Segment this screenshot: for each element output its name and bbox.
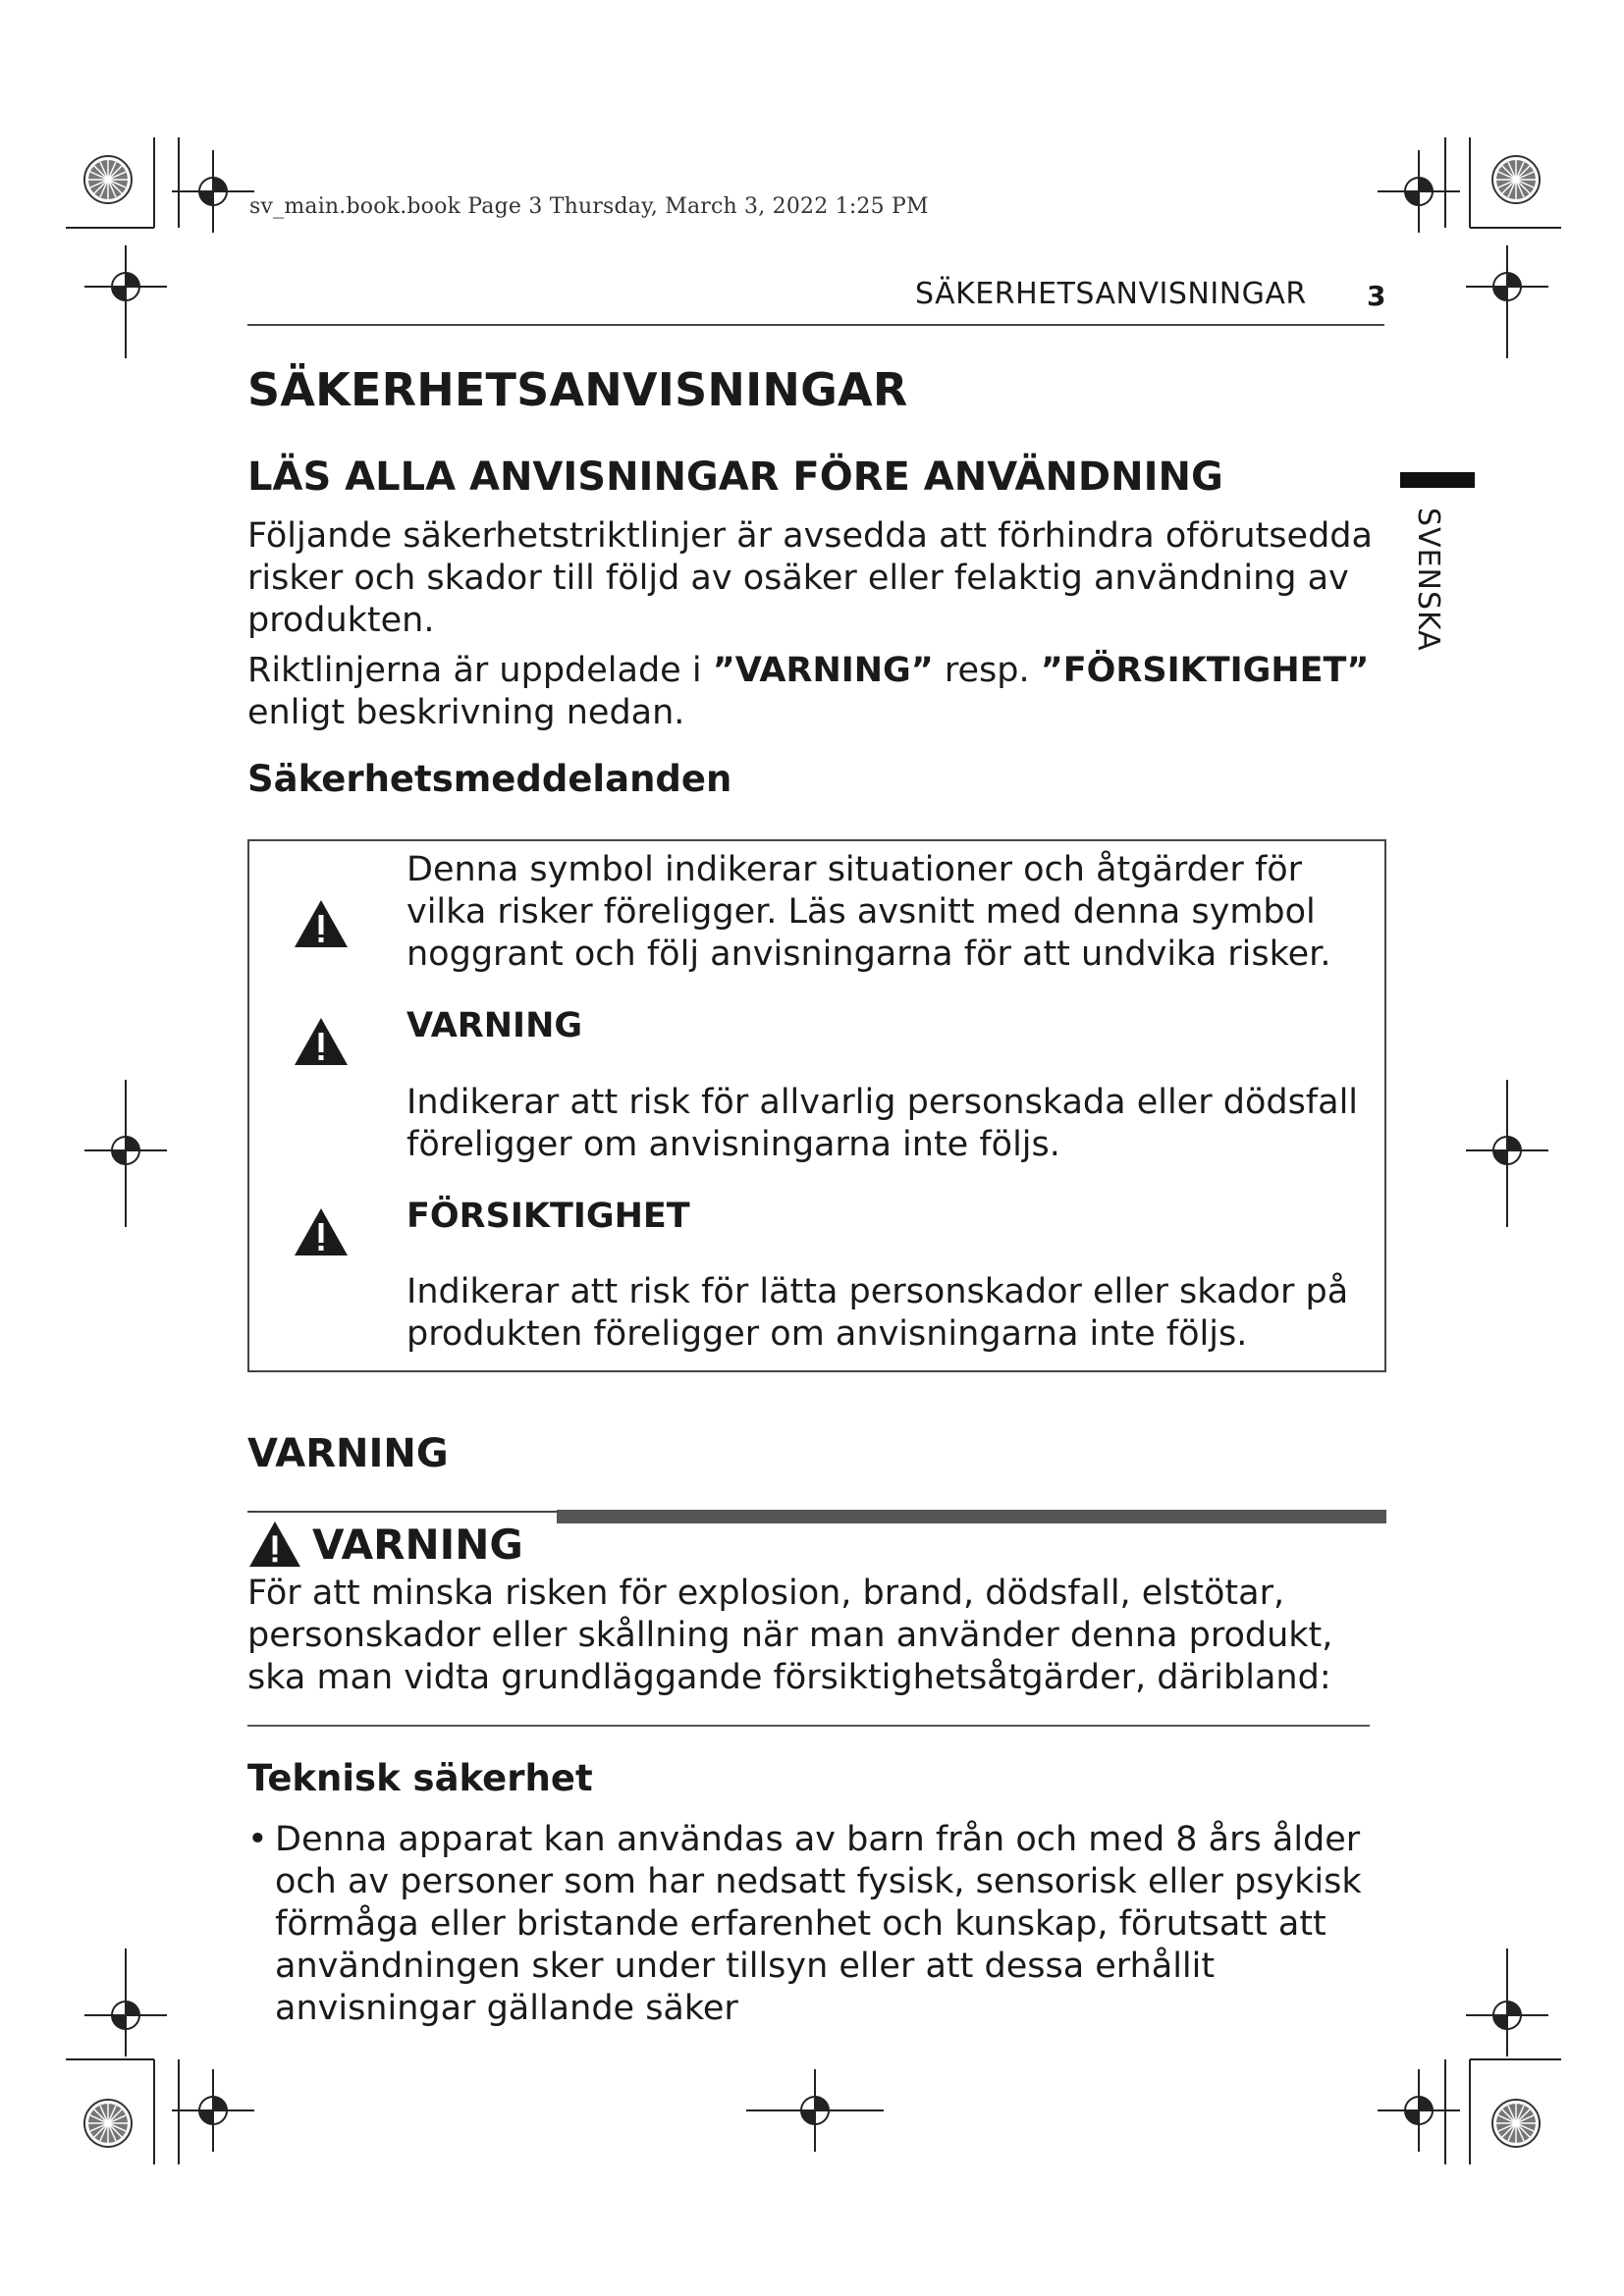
read-all-paragraph: Följande säkerhetstriktlinjer är avsedda att förhindra oförutsedda risker och skador till följd av osäker eller felaktig användning av produkten.	[247, 516, 1373, 640]
varning-callout-text: För att minska risken för explosion, brand, dödsfall, elstötar, personskador eller skållning när man använder denna produkt, ska man vidta grundläggande försiktighetsåtgärder, däribland:	[247, 1574, 1333, 1697]
page-title: SÄKERHETSANVISNINGAR	[247, 363, 908, 416]
print-info-line: sv_main.book.book Page 3 Thursday, March 3, 2022 1:25 PM	[249, 194, 929, 219]
language-tab-label: SVENSKA	[1411, 507, 1445, 652]
technical-safety-heading: Teknisk säkerhet	[247, 1757, 593, 1799]
varning-callout-title-row	[247, 1520, 523, 1569]
warning-triangle-icon	[293, 1016, 350, 1067]
varning-section-heading: VARNING	[247, 1431, 449, 1476]
guidelines-paragraph: Riktlinjerna är uppdelade i ”VARNING” resp. ”FÖRSIKTIGHET” enligt beskrivning nedan.	[247, 651, 1370, 732]
list-item: • Denna apparat kan användas av barn från och med 8 års ålder och av personer som har nedsatt fysisk, sensorisk eller psykisk förmåga eller bristande erfarenhet och kunskap, förutsatt att användningen sker under tillsyn eller att dessa erhållit anvisningar gällande säker	[247, 1819, 1391, 2030]
callout-heavy-bar	[557, 1510, 1386, 1523]
forsiktighet-label: FÖRSIKTIGHET	[406, 1197, 690, 1236]
safety-messages-box	[247, 839, 1386, 1372]
varning-term: ”VARNING”	[712, 651, 934, 690]
warning-triangle-icon	[293, 898, 350, 949]
varning-callout-title: VARNING	[312, 1520, 523, 1569]
callout-bottom-rule	[247, 1725, 1370, 1727]
callout-thin-rule	[247, 1511, 557, 1513]
symbol-description: Denna symbol indikerar situationer och åtgärder för vilka risker föreligger. Läs avsnitt med denna symbol noggrant och följ anvisningarna för att undvika risker.	[406, 850, 1331, 974]
forsiktighet-description: Indikerar att risk för lätta personskador eller skador på produkten föreligger om anvisningarna inte följs.	[406, 1272, 1349, 1354]
safety-messages-heading: Säkerhetsmeddelanden	[247, 758, 732, 800]
page-number: 3	[1367, 280, 1386, 312]
read-all-heading: LÄS ALLA ANVISNINGAR FÖRE ANVÄNDNING	[247, 454, 1223, 500]
varning-label: VARNING	[406, 1006, 583, 1045]
running-header-title: SÄKERHETSANVISNINGAR	[915, 277, 1307, 311]
header-rule	[247, 324, 1384, 326]
language-tab-marker	[1400, 472, 1475, 488]
forsiktighet-term: ”FÖRSIKTIGHET”	[1040, 651, 1370, 690]
varning-description: Indikerar att risk för allvarlig personskada eller dödsfall föreligger om anvisningarna inte följs.	[406, 1083, 1359, 1164]
warning-triangle-icon	[247, 1520, 302, 1569]
technical-safety-list	[247, 1819, 1391, 2030]
warning-triangle-icon	[293, 1206, 350, 1257]
